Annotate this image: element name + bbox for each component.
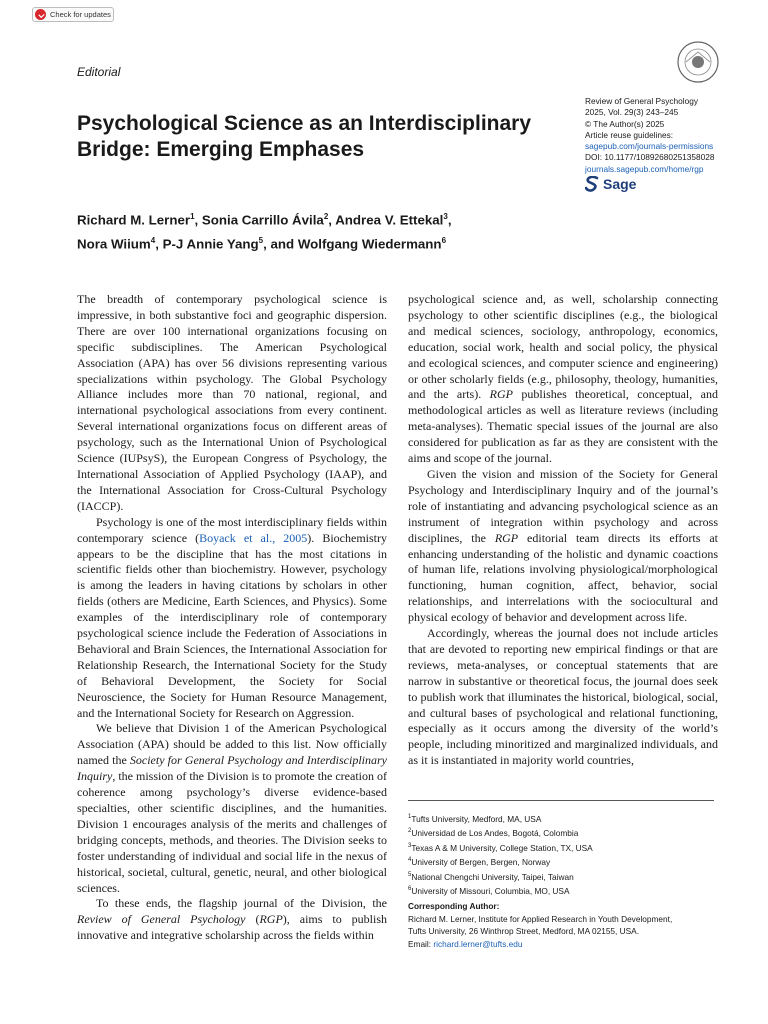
check-for-updates-label: Check for updates (50, 10, 111, 19)
paragraph: We believe that Division 1 of the American Psychological Association (APA) should be added to this list. Now officially named the Society for General Psychology and Interdisciplinary Inquiry, the mission of the Division is to promote the creation of coherence among psychology’s diverse evidence-based specialties, other scientific disciplines, and the humanities. Division 1 encourages analysis of the merits and challenges of bridging concepts, methods, and theories. The Division seeks to foster understanding of individual and social life in the nexus of historical, societal, cultural, genetic, neural, and other biological sciences. (77, 721, 387, 895)
paragraph: The breadth of contemporary psychological science is impressive, in both substantive foci and geographic dispersion. There are over 100 international organizations focusing on specific subdisciplines. The American Psychological Association (APA) has over 56 divisions representing various specializations within psychology. The Global Psychology Alliance includes more than 70 national, regional, and international psychological associations from every continent. Several international organizations focus on different areas of psychology, such as the International Union of Psychological Science (IUPsyS), the European Congress of Psychology, the International Association of Applied Psychology (IAAP), and the International Association for Cross-Cultural Psychology (IACCP). (77, 292, 387, 513)
affiliation-item: $^6$University of Missouri, Columbia, MO, USA (408, 886, 570, 897)
footnote-divider (408, 800, 714, 801)
journal-name: Review of General Psychology (585, 96, 698, 106)
author-affiliation-mark: 2 (323, 212, 329, 221)
paragraph: To these ends, the flagship journal of the Division, the Review of General Psychology (RGP), aims to publish innovative and integrative scholarship across the fields within (77, 896, 388, 943)
paragraph: Given the vision and mission of the Society for General Psychology and Interdisciplinary Inquiry and of the journal’s role of instantiating and advancing psychological science as an instrument of integration within psychology and across disciplines, the RGP editorial team directs its efforts at enhancing understanding of the holistic and dynamic coactions of human life, relations involving physiological/morphological functioning, human cognition, affect, behavior, social relationships, and interrelations with the sociocultural and physical ecology of behavior and development across life. (408, 466, 718, 625)
sage-logo-text: Sage (603, 176, 637, 192)
permissions-link[interactable]: sagepub.com/journals-permissions (585, 141, 714, 152)
corresponding-author (408, 900, 728, 950)
author-affiliation-mark: 4 (150, 236, 156, 246)
affiliation-item: $^3$Texas A & M University, College Station, TX, USA (408, 842, 593, 853)
author-affiliation-mark: 3 (443, 212, 448, 221)
journal-volume: 2025, Vol. 29(3) 243–245 (585, 107, 679, 118)
paragraph: Accordingly, whereas the journal does not include articles that are devoted to reporting new empirical findings or that are reviews, meta-analyses, or conceptual statements that are narrow in substantive or theoretical focus, the journal does seek to publish work that illuminates the historical, biological, social, and cultural bases of psychological and relational functioning, especially as it occurs among the diversity of the world’s people, including minoritized and marginalized individuals, and as it is instantiated in majority world countries, (408, 626, 718, 768)
check-for-updates-badge[interactable] (32, 7, 114, 22)
author-affiliation-mark: 5 (258, 236, 264, 246)
society-seal-logo (676, 40, 720, 84)
affiliations-list (408, 811, 728, 898)
journal-title-italic: Review of General Psychology (77, 912, 246, 927)
author-list: Richard M. Lerner$^1$, Sonia Carrillo Ávila$^2$, Andrea V. Ettekal$^3$, Nora Wiium$^4$, P-J Annie Yang$^5$, and Wolfgang Wiedermann$^6$ (77, 212, 452, 252)
journal-home-link[interactable]: journals.sagepub.com/home/rgp (585, 163, 704, 174)
author-affiliation-mark: 6 (441, 236, 447, 246)
email-link[interactable]: richard.lerner@tufts.edu (433, 938, 523, 949)
doi: DOI: 10.1177/10892680251358028 (585, 152, 715, 163)
journal-abbrev: RGP (494, 530, 519, 545)
corresponding-address: Tufts University, 26 Winthrop Street, Medford, MA 02155, USA. (408, 926, 640, 936)
affiliation-item: $^1$Tufts University, Medford, MA, USA (408, 813, 542, 824)
corresponding-email-line: Email: richard.lerner@tufts.edu (408, 938, 523, 949)
society-name: Society for General Psychology and Interdisciplinary Inquiry (77, 753, 387, 784)
author: Richard M. Lerner (77, 212, 191, 228)
journal-abbrev: RGP (259, 912, 283, 927)
author: Nora Wiium (77, 236, 151, 252)
author: Andrea V. Ettekal (335, 212, 444, 228)
corresponding-heading: Corresponding Author: (408, 901, 500, 911)
author-affiliation-mark: 1 (190, 212, 195, 221)
corresponding-address: Richard M. Lerner, Institute for Applied Research in Youth Development, (408, 913, 673, 924)
author: P-J Annie Yang (162, 236, 259, 252)
affiliation-item: $^2$Universidad de Los Andes, Bogotá, Colombia (408, 828, 579, 839)
affiliation-item: $^5$National Chengchi University, Taipei, Taiwan (408, 871, 574, 882)
author: Wolfgang Wiedermann (297, 236, 442, 252)
paragraph: Psychology is one of the most interdisciplinary fields within contemporary science (Boyack et al., 2005). Biochemistry appears to be the discipline that has the most citations in scientific fields other than biochemistry. However, psychology is among the leaders in having citations by scholars in other fields (others are Medicine, Earth Sciences, and Physics). Some examples of the interdisciplinary role of contemporary psychological science include the Federation of Associations in Behavioral and Brain Sciences, the International Association for Relationship Research, the International Society for the Study of Behavioral Development, the Society for Social Neuroscience, the Society for Human Resource Management, and the International Society for Research on Aggression. (77, 514, 388, 720)
reuse-label: Article reuse guidelines: (585, 129, 674, 140)
journal-abbrev: RGP (489, 387, 513, 402)
sage-logo (585, 176, 636, 192)
body-column-right (408, 292, 718, 769)
check-updates-icon (35, 9, 46, 20)
affiliation-item: $^4$University of Bergen, Bergen, Norway (408, 857, 551, 868)
citation-link[interactable]: Boyack et al., 2005 (199, 530, 308, 545)
copyright: © The Author(s) 2025 (585, 118, 665, 129)
section-label: Editorial (77, 65, 121, 79)
sage-s-icon (585, 176, 599, 192)
article-title: Psychological Science as an Interdisciplinary Bridge: Emerging Emphases (77, 112, 532, 161)
body-column-left (77, 292, 387, 944)
paragraph: psychological science and, as well, scholarship connecting psychology to other scientific disciplines (e.g., the biological and medical sciences, sociology, anthropology, economics, education, social work, health and social policy, the physical and ecological sciences, and computer science and engineering) or other scholarly fields (e.g., philosophy, theology, humanities, and the arts). RGP publishes theoretical, conceptual, and methodological articles as well as literature reviews (including meta-analyses). Thematic special issues of the journal are also considered for publication as far as they are consistent with the aims and scope of the journal. (408, 292, 718, 466)
author: Sonia Carrillo Ávila (201, 212, 324, 228)
journal-metadata (585, 96, 755, 175)
